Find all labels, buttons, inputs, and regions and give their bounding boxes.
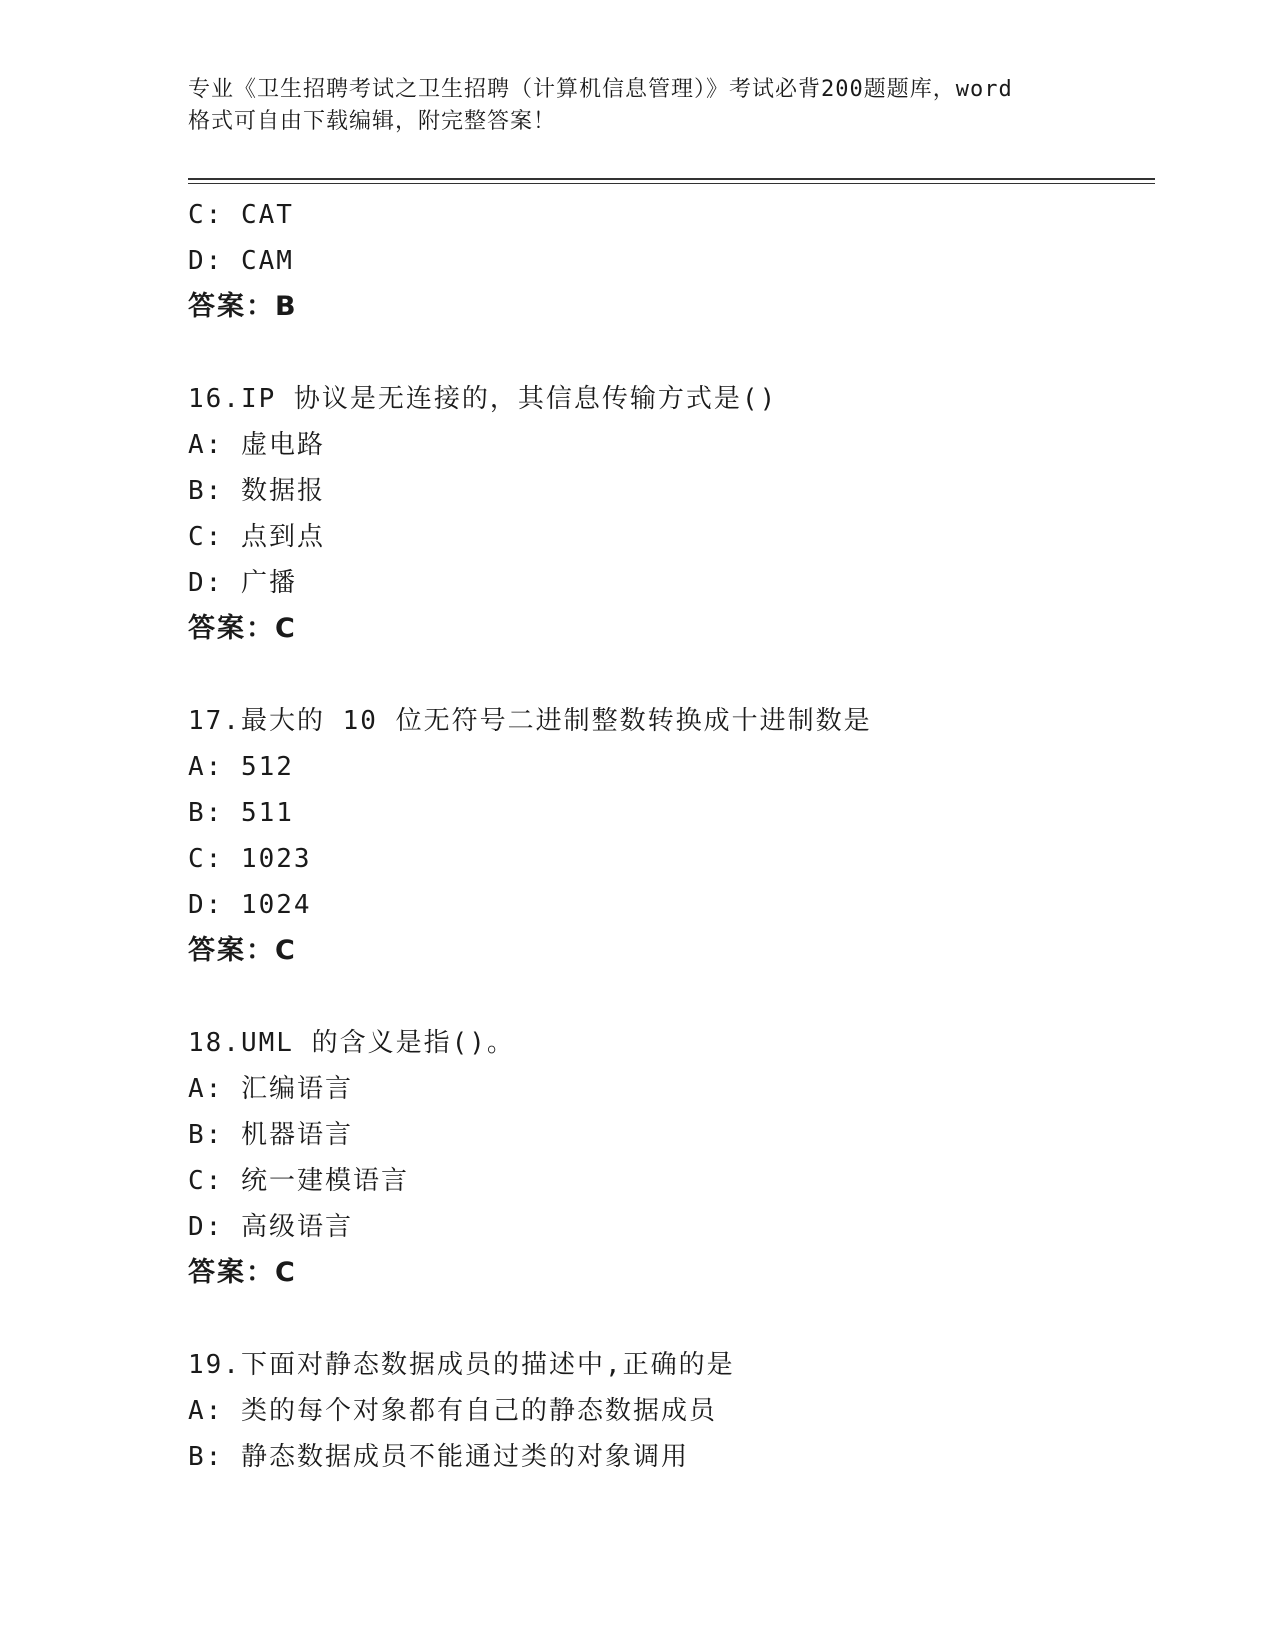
header-line-1: 专业《卫生招聘考试之卫生招聘（计算机信息管理）》考试必背200题题库，word (188, 77, 1013, 102)
answer-line: 答案：C (188, 935, 297, 966)
question-16-text: 16.IP 协议是无连接的，其信息传输方式是() (188, 384, 778, 414)
answer-line: 答案：C (188, 1257, 297, 1288)
question-18-text: 18.UML 的含义是指()。 (188, 1028, 515, 1058)
option-a: A: 虚电路 (188, 430, 325, 460)
document-header (188, 74, 1088, 138)
option-b: B: 数据报 (188, 476, 325, 506)
option-c: C: 统一建模语言 (188, 1166, 409, 1196)
spacer (188, 974, 1155, 1020)
option-c: C: 点到点 (188, 522, 325, 552)
answer-line: 答案：C (188, 613, 297, 644)
option-b: B: 机器语言 (188, 1120, 353, 1150)
option-c: C: 1023 (188, 844, 312, 874)
option-d: D: CAM (188, 246, 294, 276)
header-divider-secondary (188, 183, 1155, 184)
option-d: D: 1024 (188, 890, 312, 920)
answer-line: 答案：B (188, 291, 298, 322)
header-line-2: 格式可自由下载编辑，附完整答案！ (188, 109, 557, 134)
question-19-text: 19.下面对静态数据成员的描述中,正确的是 (188, 1350, 735, 1380)
question-17-text: 17.最大的 10 位无符号二进制整数转换成十进制数是 (188, 706, 872, 736)
option-b: B: 静态数据成员不能通过类的对象调用 (188, 1442, 689, 1472)
header-divider (188, 178, 1155, 180)
question-list (188, 192, 1155, 1480)
option-d: D: 广播 (188, 568, 297, 598)
option-a: A: 汇编语言 (188, 1074, 353, 1104)
option-d: D: 高级语言 (188, 1212, 353, 1242)
option-c: C: CAT (188, 200, 294, 230)
spacer (188, 1296, 1155, 1342)
spacer (188, 330, 1155, 376)
option-a: A: 512 (188, 752, 294, 782)
option-b: B: 511 (188, 798, 294, 828)
option-a: A: 类的每个对象都有自己的静态数据成员 (188, 1396, 717, 1426)
spacer (188, 652, 1155, 698)
